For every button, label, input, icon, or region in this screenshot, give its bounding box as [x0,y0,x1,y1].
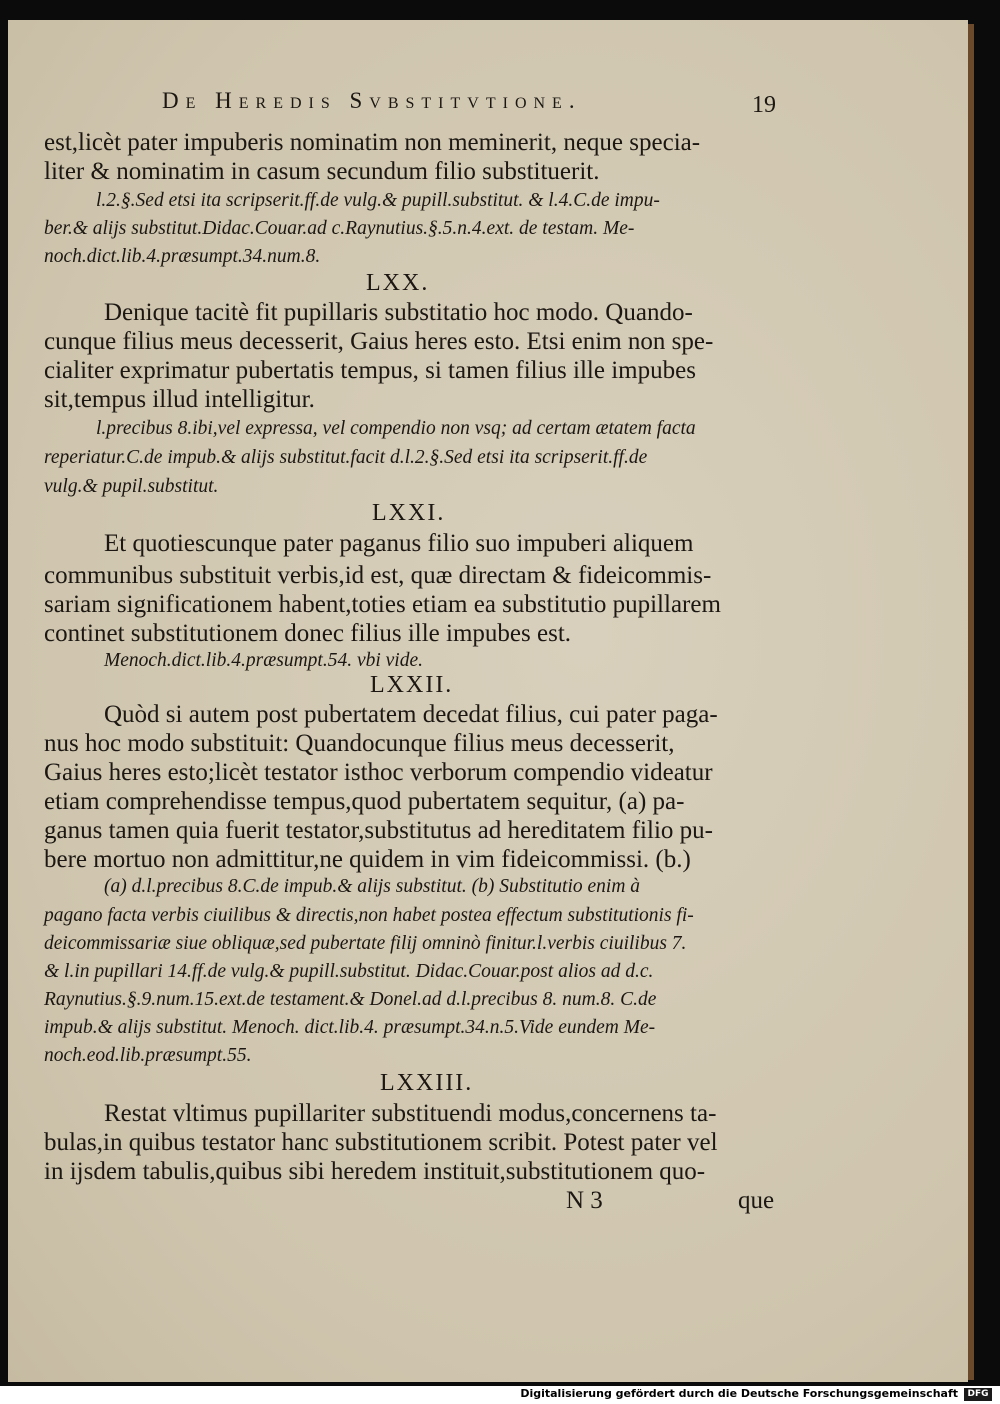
body-line: Quòd si autem post pubertatem decedat filius, cui pater paga- [104,701,718,728]
page-number: 19 [752,92,776,118]
body-line: cialiter exprimatur pubertatis tempus, si tamen filius ille impubes [44,357,696,384]
citation-line: impub.& alijs substitut. Menoch. dict.lib.4. præsumpt.34.n.5.Vide eundem Me- [44,1017,656,1038]
citation-line: l.precibus 8.ibi,vel expressa, vel compendio non vsq; ad certam ætatem facta [96,418,696,439]
body-line: bulas,in quibus testator hanc substitutionem scribit. Potest pater vel [44,1129,718,1156]
body-line: nus hoc modo substituit: Quandocunque filius meus decesserit, [44,730,675,757]
body-line: Gaius heres esto;licèt testator isthoc verborum compendio videatur [44,759,713,786]
body-line: etiam comprehendisse tempus,quod pubertatem sequitur, (a) pa- [44,788,685,815]
citation-line: Raynutius.§.9.num.15.ext.de testament.& Donel.ad d.l.precibus 8. num.8. C.de [44,989,657,1010]
section-heading: LXXII. [370,672,454,698]
body-line: Denique tacitè fit pupillaris substitatio hoc modo. Quando- [104,299,693,326]
body-line: in ijsdem tabulis,quibus sibi heredem instituit,substitutionem quo- [44,1158,706,1185]
body-line: Restat vltimus pupillariter substituendi modus,concernens ta- [104,1100,717,1127]
body-line: communibus substituit verbis,id est, quæ directam & fideicommis- [44,562,712,589]
body-line: sit,tempus illud intelligitur. [44,386,315,413]
running-head: De Heredis Svbstitvtione. [162,88,582,113]
citation-line: pagano facta verbis ciuilibus & directis,non habet postea effectum substitutionis fi- [44,905,694,926]
body-line: continet substitutionem donec filius ille impubes est. [44,620,572,647]
citation-line: ber.& alijs substitut.Didac.Couar.ad c.Raynutius.§.5.n.4.ext. de testam. Me- [44,218,635,239]
section-heading: LXX. [366,270,430,296]
citation-line: noch.eod.lib.præsumpt.55. [44,1045,252,1066]
citation-line: reperiatur.C.de impub.& alijs substitut.facit d.l.2.§.Sed etsi ita scripserit.ff.de [44,447,648,468]
section-heading: LXXIII. [380,1070,474,1096]
body-line: est,licèt pater impuberis nominatim non meminerit, neque specia- [44,129,701,156]
citation-line: vulg.& pupil.substitut. [44,476,219,497]
dfg-logo: DFG [964,1388,992,1401]
body-line: Et quotiescunque pater paganus filio suo impuberi aliquem [104,530,694,557]
citation-line: l.2.§.Sed etsi ita scripserit.ff.de vulg.& pupill.substitut. & l.4.C.de impu- [96,190,660,211]
section-heading: LXXI. [372,500,446,526]
citation-line: deicommissariæ siue obliquæ,sed pubertate filij omninò finitur.l.verbis ciuilibus 7. [44,933,687,954]
signature-mark: N 3 [566,1187,603,1214]
citation-line: (a) d.l.precibus 8.C.de impub.& alijs substitut. (b) Substitutio enim à [104,876,641,897]
digitization-credit: Digitalisierung gefördert durch die Deutsche Forschungsgemeinschaft [520,1387,958,1400]
body-line: bere mortuo non admittitur,ne quidem in vim fideicommissi. (b.) [44,846,691,873]
catchword: que [738,1187,775,1214]
citation-line: Menoch.dict.lib.4.præsumpt.54. vbi vide. [104,650,423,671]
page-edge [968,24,974,1380]
body-line: liter & nominatim in casum secundum filio substituerit. [44,158,600,185]
citation-line: & l.in pupillari 14.ff.de vulg.& pupill.substitut. Didac.Couar.post alios ad d.c. [44,961,654,982]
body-line: cunque filius meus decesserit, Gaius heres esto. Etsi enim non spe- [44,328,714,355]
body-line: sariam significationem habent,toties etiam ea substitutio pupillarem [44,591,721,618]
body-line: ganus tamen quia fuerit testator,substitutus ad hereditatem filio pu- [44,817,713,844]
citation-line: noch.dict.lib.4.præsumpt.34.num.8. [44,246,321,267]
